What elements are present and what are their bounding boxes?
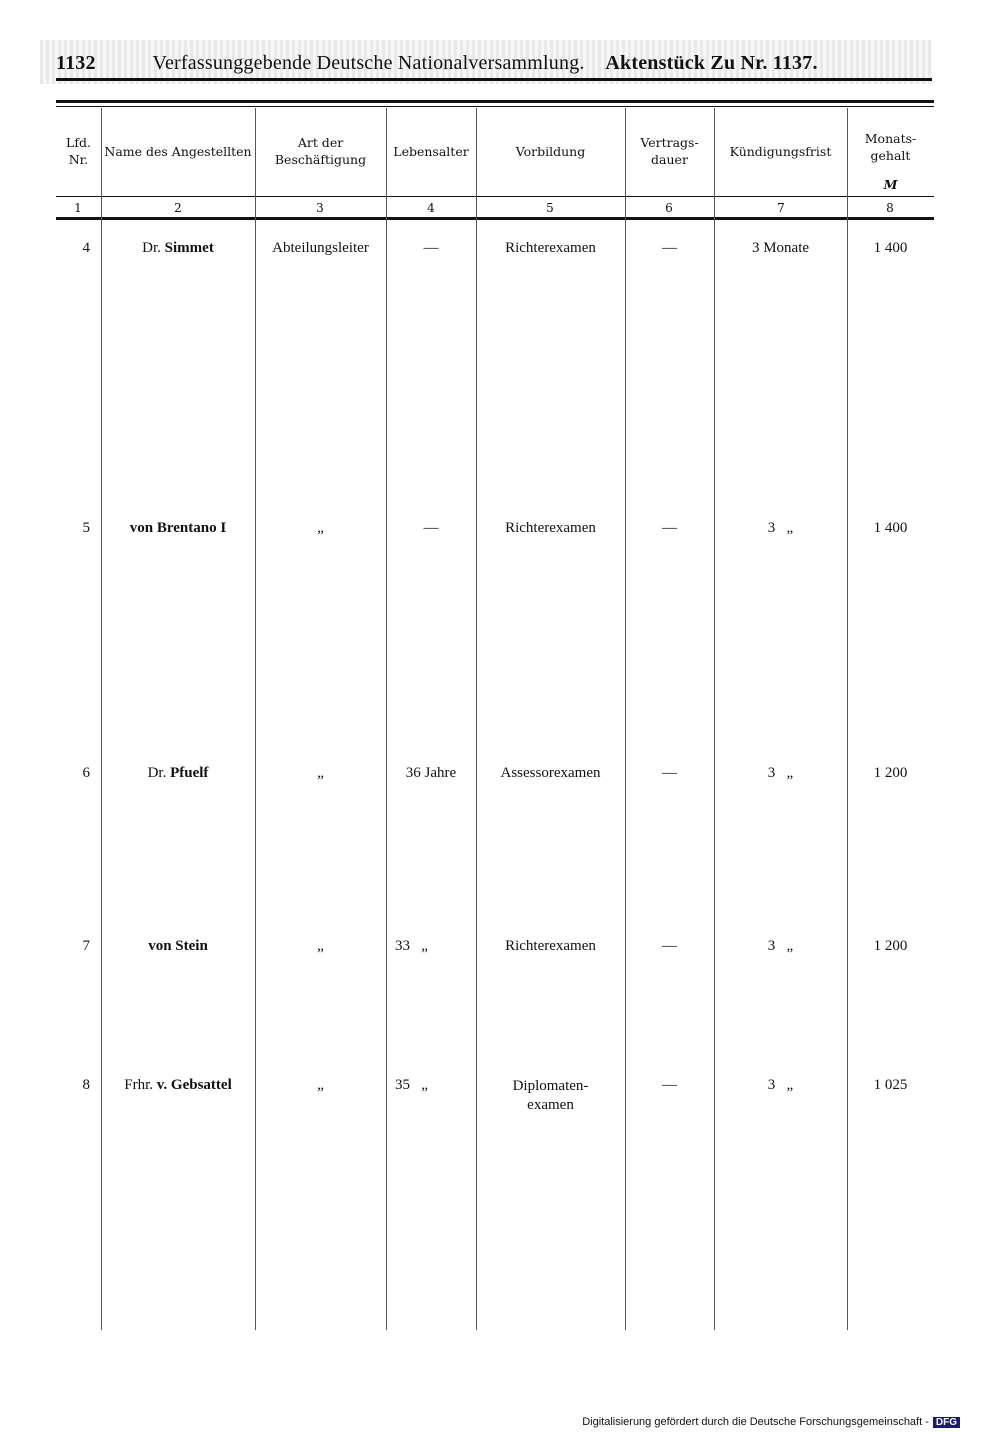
dfg-logo: DFG xyxy=(933,1417,960,1428)
employee-name xyxy=(101,938,255,955)
employee-name xyxy=(101,1077,255,1094)
column-number: 8 xyxy=(886,201,894,215)
monthly-salary: 1 025 xyxy=(873,1077,908,1093)
column-divider xyxy=(386,108,387,1330)
digitization-credit xyxy=(582,1416,960,1428)
column-number: 7 xyxy=(777,201,785,215)
monthly-salary: 1 200 xyxy=(873,938,908,954)
credit-text: Digitalisierung gefördert durch die Deutsche Forschungsgemeinschaft - xyxy=(582,1416,929,1428)
column-number: 3 xyxy=(316,201,324,215)
surname: von Stein xyxy=(148,938,208,954)
notice-period: 3 Monate xyxy=(751,240,810,256)
header-rule xyxy=(56,78,932,81)
column-header-nr: Lfd. Nr. xyxy=(66,135,91,167)
column-divider xyxy=(476,108,477,1330)
column-divider xyxy=(625,108,626,1330)
column-number: 5 xyxy=(546,201,554,215)
notice-period: 3 „ xyxy=(767,520,794,536)
notice-period: 3 „ xyxy=(767,938,794,954)
column-divider xyxy=(847,108,848,1330)
column-number: 6 xyxy=(665,201,673,215)
page-number: 1132 xyxy=(56,52,96,74)
employment-type: Abteilungsleiter xyxy=(272,240,369,256)
name-prefix: Dr. xyxy=(142,240,161,256)
contract-duration: — xyxy=(662,240,677,256)
monthly-salary: 1 200 xyxy=(873,765,908,781)
column-number: 1 xyxy=(74,201,82,215)
row-number: 5 xyxy=(82,520,90,536)
column-number: 4 xyxy=(427,201,435,215)
header-bottom-rule xyxy=(56,217,934,220)
qualification: Richterexamen xyxy=(505,520,596,536)
running-head xyxy=(56,52,818,75)
column-header-monatsgehalt: Monats- gehalt xyxy=(864,131,917,163)
column-divider xyxy=(255,108,256,1330)
employment-type: „ xyxy=(317,765,324,781)
age: 36 Jahre xyxy=(405,765,457,781)
age: — xyxy=(423,240,439,256)
table-top-rule xyxy=(56,100,934,103)
column-divider xyxy=(101,108,102,1330)
surname: von Brentano I xyxy=(129,520,227,536)
row-number: 7 xyxy=(82,938,90,954)
qualification: Assessorexamen xyxy=(500,765,601,781)
qualification: Richterexamen xyxy=(505,938,596,954)
qualification: Richterexamen xyxy=(505,240,596,256)
name-prefix: Frhr. xyxy=(124,1077,153,1093)
table-top-rule-inner xyxy=(56,106,934,107)
employment-type: „ xyxy=(317,520,324,536)
row-number: 6 xyxy=(82,765,90,781)
employment-type: „ xyxy=(317,1077,324,1093)
employment-type: „ xyxy=(317,938,324,954)
employee-name xyxy=(101,520,255,537)
contract-duration: — xyxy=(662,765,677,781)
qualification: Diplomaten- examen xyxy=(512,1078,589,1113)
column-header-beschaeftigung: Art der Beschäftigung xyxy=(274,135,367,167)
monthly-salary: 1 400 xyxy=(873,520,908,536)
column-number-rule xyxy=(56,196,934,197)
surname: Pfuelf xyxy=(170,765,209,781)
publication-title: Verfassunggebende Deutsche Nationalversammlung. xyxy=(152,52,585,74)
name-prefix: Dr. xyxy=(147,765,167,781)
notice-period: 3 „ xyxy=(767,1077,794,1093)
column-divider xyxy=(714,108,715,1330)
employee-name xyxy=(101,240,255,257)
monthly-salary: 1 400 xyxy=(873,240,908,256)
document-reference: Aktenstück Zu Nr. 1137. xyxy=(605,52,818,74)
column-header-lebensalter: Lebensalter xyxy=(393,144,469,159)
age: — xyxy=(423,520,439,536)
surname: v. Gebsattel xyxy=(156,1077,232,1093)
currency-unit: M xyxy=(883,177,898,192)
column-header-vorbildung: Vorbildung xyxy=(515,144,586,159)
row-number: 4 xyxy=(82,240,90,256)
employee-name xyxy=(101,765,255,782)
row-number: 8 xyxy=(82,1077,90,1093)
column-header-name: Name des Angestellten xyxy=(104,144,252,159)
contract-duration: — xyxy=(662,938,677,954)
age: 33 „ xyxy=(395,938,428,954)
surname: Simmet xyxy=(164,240,214,256)
column-header-kuendigungsfrist: Kündigungsfrist xyxy=(729,144,832,159)
column-number: 2 xyxy=(174,201,182,215)
contract-duration: — xyxy=(662,1077,677,1093)
age: 35 „ xyxy=(395,1077,428,1093)
notice-period: 3 „ xyxy=(767,765,794,781)
contract-duration: — xyxy=(662,520,677,536)
column-header-vertragsdauer: Vertrags- dauer xyxy=(640,135,699,167)
